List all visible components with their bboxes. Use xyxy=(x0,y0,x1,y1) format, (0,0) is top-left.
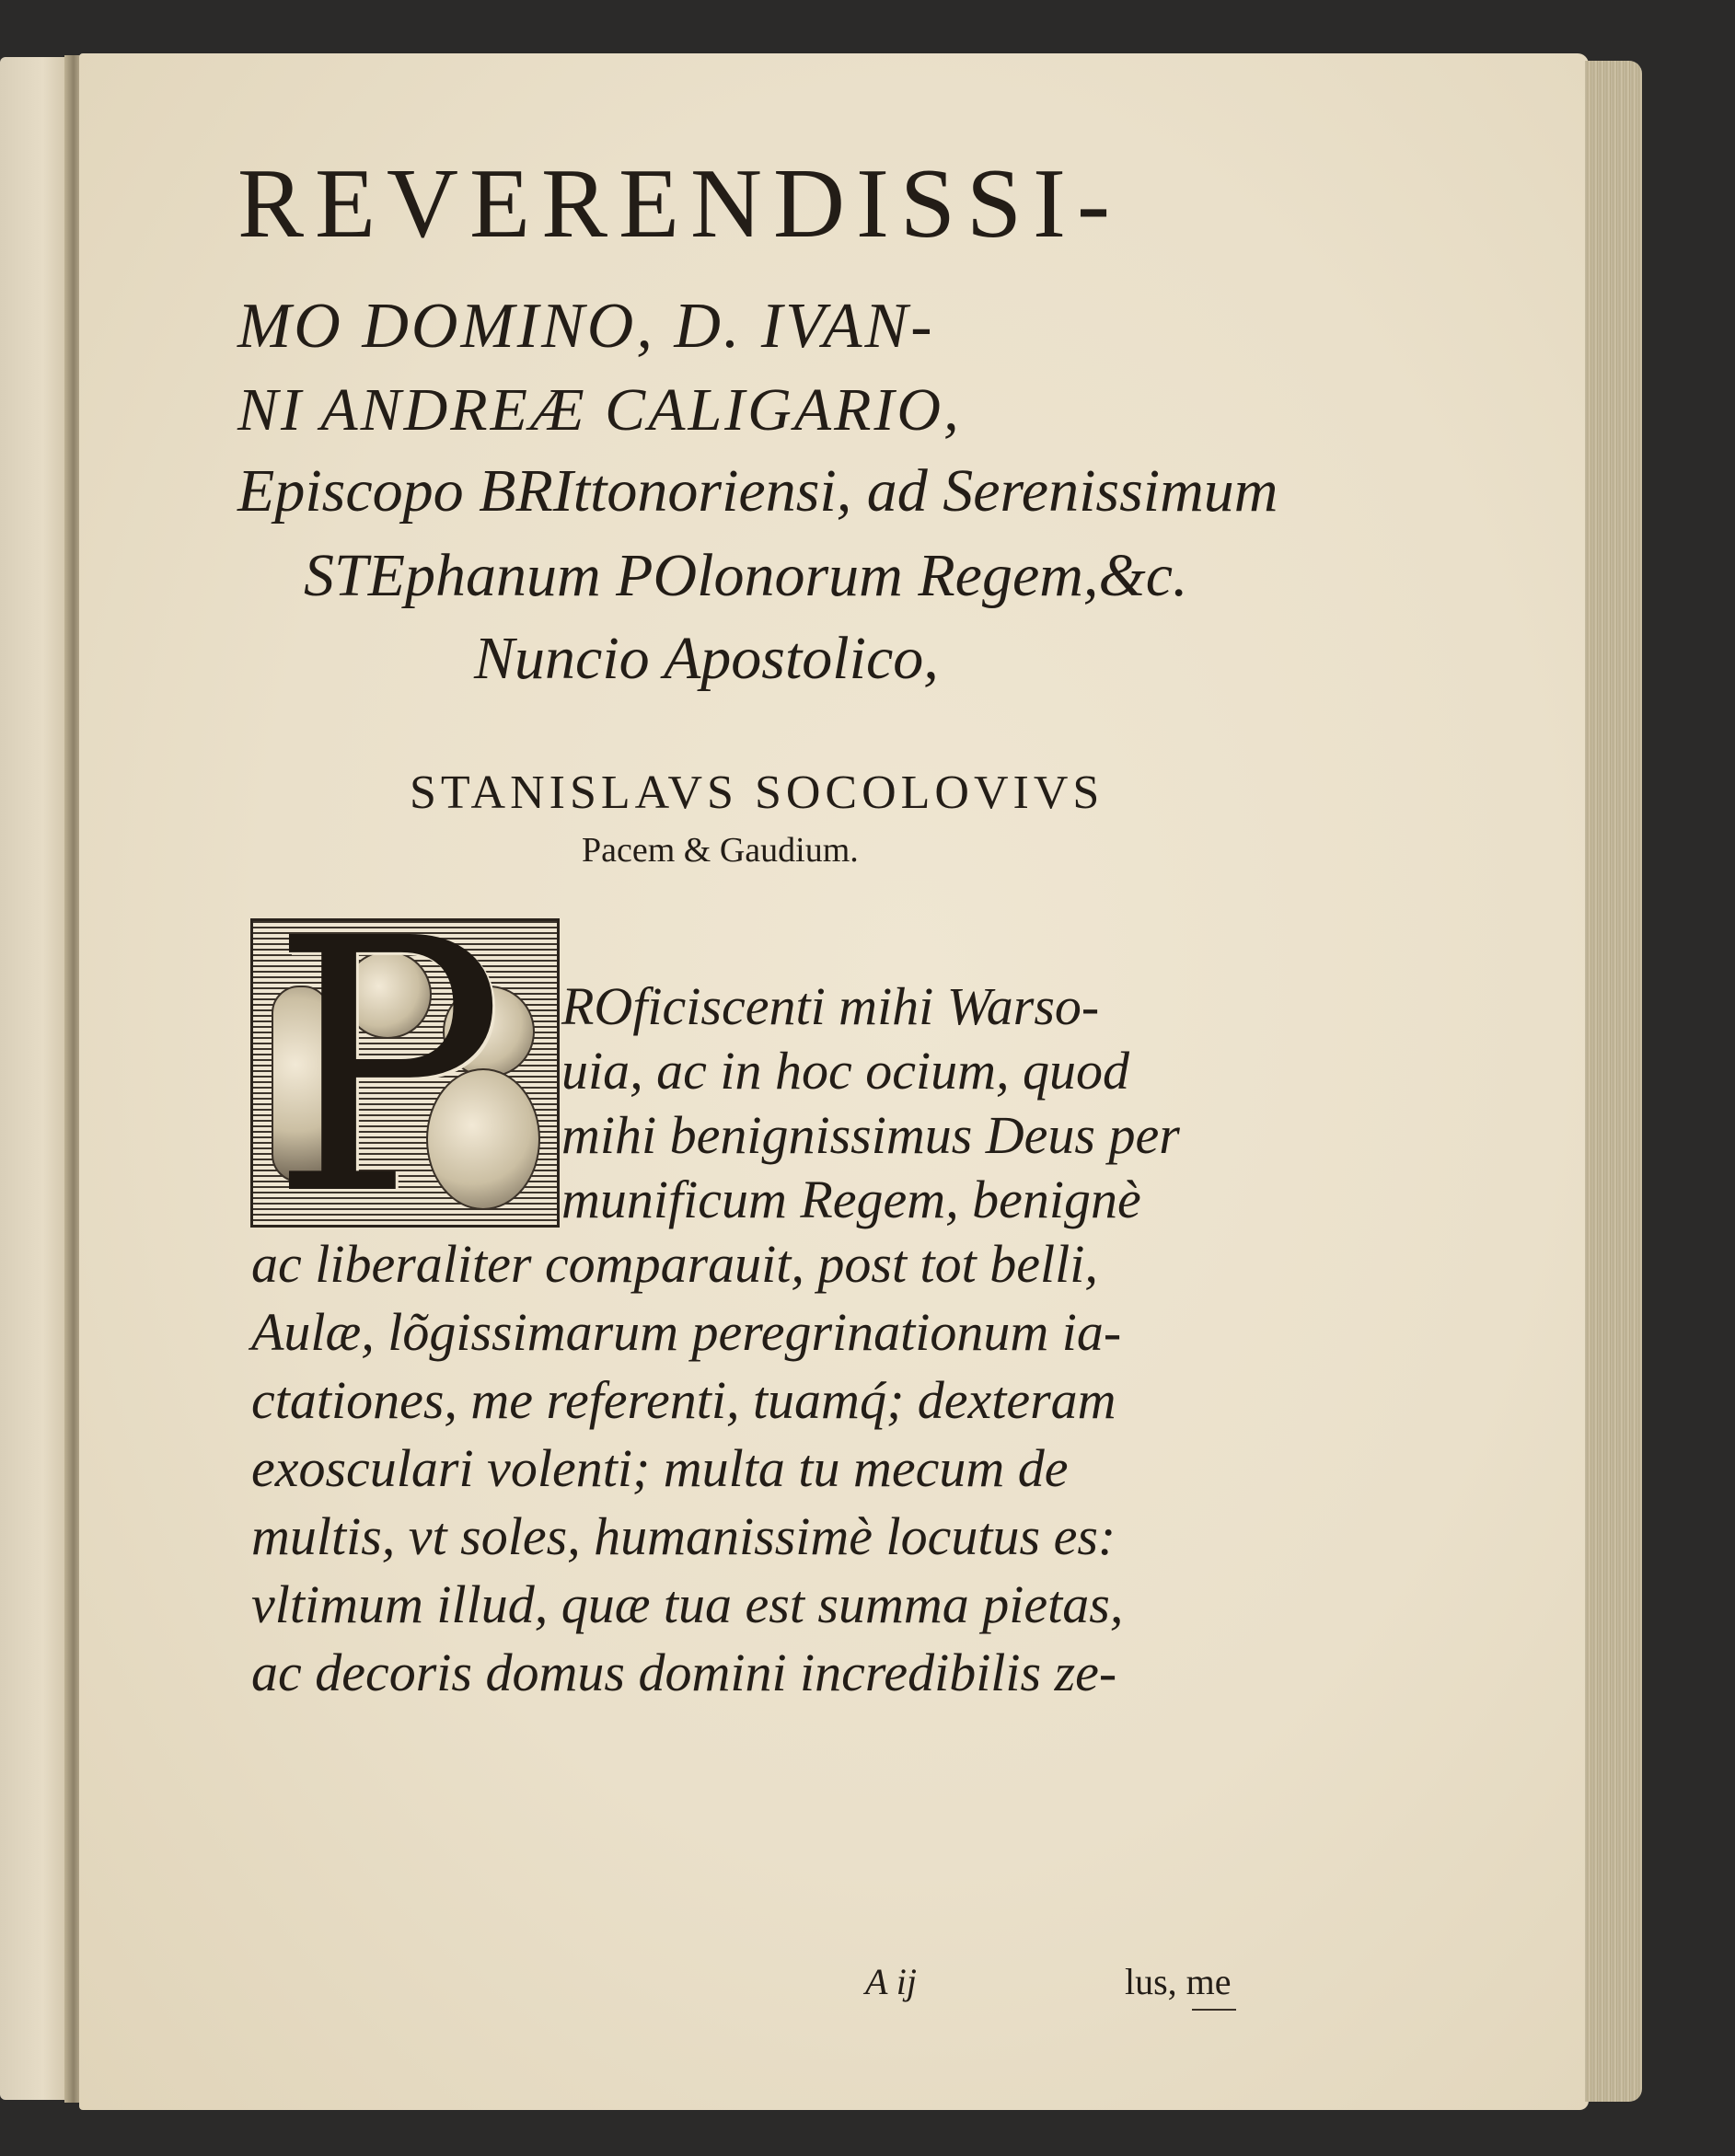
woodcut-initial-icon xyxy=(250,864,560,1272)
signature-mark: A ij xyxy=(865,1961,917,2002)
title-line-5: STEphanum POlonorum Regem,&c. xyxy=(304,542,1188,609)
catchword: lus, me xyxy=(1125,1961,1232,2002)
body-line-3: mihi benignissimus Deus per xyxy=(561,1105,1180,1165)
body-line-11: ac decoris domus domini incredibilis ze- xyxy=(251,1643,1117,1702)
body-line-1: ROficiscenti mihi Warso- xyxy=(561,976,1100,1036)
body-line-4: munificum Regem, benignè xyxy=(561,1170,1141,1229)
title-line-2: MO DOMINO, D. IVAN- xyxy=(237,291,935,362)
author-name: STANISLAVS SOCOLOVIVS xyxy=(410,767,1105,819)
title-line-1: REVERENDISSI- xyxy=(237,149,1121,259)
body-line-6: Aulæ, lõgissimarum peregrinationum ia- xyxy=(251,1302,1122,1362)
title-line-6: Nuncio Apostolico, xyxy=(474,625,939,692)
title-line-3: NI ANDREÆ CALIGARIO, xyxy=(237,376,962,444)
body-line-9: multis, vt soles, humanissimè locutus es: xyxy=(251,1506,1116,1566)
title-line-4: Episcopo BRIttonoriensi, ad Serenissimum xyxy=(237,457,1278,525)
salutation: Pacem & Gaudium. xyxy=(582,831,859,870)
body-line-2: uia, ac in hoc ocium, quod xyxy=(561,1041,1129,1101)
body-line-10: vltimum illud, quæ tua est summa pietas, xyxy=(251,1574,1124,1634)
body-line-5: ac liberaliter comparauit, post tot belli, xyxy=(251,1234,1098,1294)
body-line-8: exosculari volenti; multa tu mecum de xyxy=(251,1438,1069,1498)
initial-letter: P xyxy=(270,864,505,1272)
body-line-7: ctationes, me referenti, tuamq́; dexteram xyxy=(251,1370,1116,1430)
catchword-rule xyxy=(1192,2009,1236,2011)
